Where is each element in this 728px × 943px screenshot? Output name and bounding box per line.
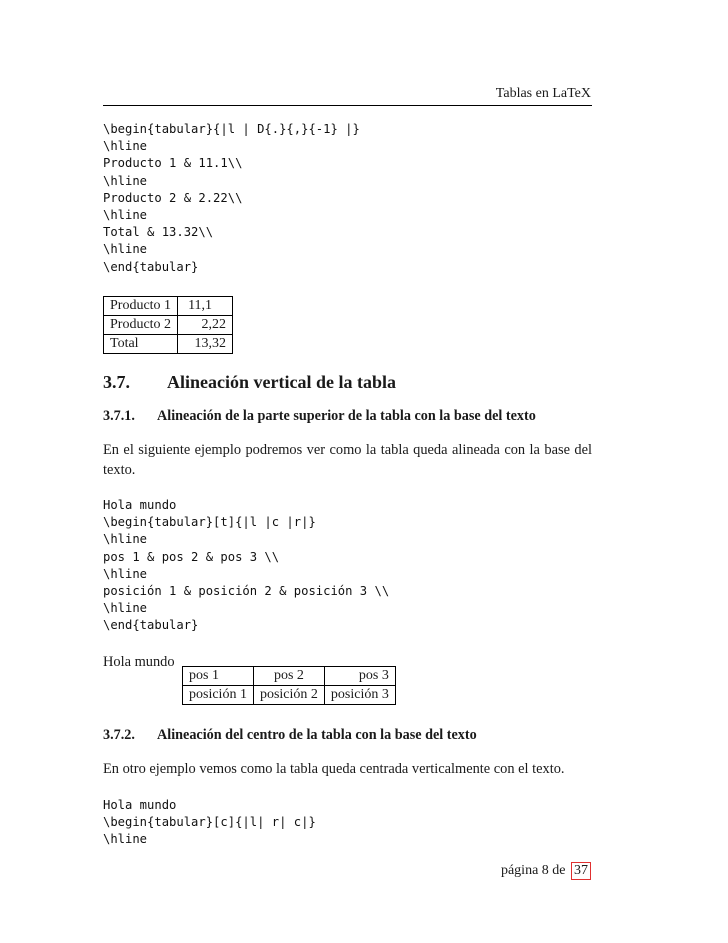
table-cell: Producto 2: [104, 316, 178, 335]
total-pages-link[interactable]: 37: [571, 862, 591, 880]
code-line: \hline: [103, 207, 148, 222]
paragraph-2: En otro ejemplo vemos como la tabla queda centrada verticalmente con el texto.: [103, 761, 565, 777]
table-cell: posición 2: [253, 686, 324, 705]
table-row: [104, 335, 233, 354]
example-lead-text: Hola mundo: [103, 654, 175, 670]
code-block-1: [103, 121, 360, 276]
code-line: \hline: [103, 139, 148, 154]
decimal-aligned-table: [103, 296, 233, 354]
code-line: \begin{tabular}[c]{|l| r| c|}: [103, 815, 316, 830]
code-line: \hline: [103, 242, 148, 257]
code-line: \end{tabular}: [103, 618, 199, 633]
top-aligned-table: [182, 666, 396, 705]
code-line: Hola mundo: [103, 498, 177, 512]
subsection-heading-1: [103, 408, 536, 425]
table-cell: 11,1: [178, 297, 233, 316]
table-cell: posición 3: [324, 686, 395, 705]
table-cell: 2,22: [178, 316, 233, 335]
code-block-3: [103, 797, 316, 849]
code-line: Producto 2 & 2.22\\: [103, 190, 243, 205]
code-line: \hline: [103, 566, 148, 581]
running-header: Tablas en LaTeX: [495, 86, 591, 101]
subsection-title: Alineación de la parte superior de la tabla con la base del texto: [157, 408, 536, 424]
code-line: \end{tabular}: [103, 259, 199, 274]
page-number-label: página 8 de: [500, 863, 566, 878]
section-heading: [103, 372, 396, 393]
table-row: [183, 686, 396, 705]
code-line: \hline: [103, 601, 148, 616]
code-line: Hola mundo: [103, 798, 177, 812]
code-line: \begin{tabular}[t]{|l |c |r|}: [103, 515, 316, 530]
table-cell: pos 1: [183, 667, 254, 686]
table-cell: pos 2: [253, 667, 324, 686]
table-cell: Total: [104, 335, 178, 354]
subsection-number: 3.7.1.: [103, 408, 135, 424]
table-row: [104, 297, 233, 316]
subsection-heading-2: [103, 727, 477, 744]
table-row: [183, 667, 396, 686]
subsection-number: 3.7.2.: [103, 727, 135, 743]
paragraph-1: En el siguiente ejemplo podremos ver como la tabla queda alineada con la base del texto.: [103, 442, 592, 478]
code-line: Total & 13.32\\: [103, 225, 214, 240]
table-row: [104, 316, 233, 335]
header-rule: [103, 105, 592, 106]
table-cell: Producto 1: [104, 297, 178, 316]
code-line: \hline: [103, 173, 148, 188]
code-line: \begin{tabular}{|l | D{.}{,}{-1} |}: [103, 122, 360, 136]
table-cell: pos 3: [324, 667, 395, 686]
section-title: Alineación vertical de la tabla: [167, 372, 396, 392]
page-footer: [501, 862, 591, 880]
code-line: \hline: [103, 832, 148, 847]
subsection-title: Alineación del centro de la tabla con la base del texto: [157, 727, 477, 743]
code-block-2: [103, 497, 389, 635]
code-line: \hline: [103, 532, 148, 547]
section-number: 3.7.: [103, 372, 130, 392]
table-cell: 13,32: [178, 335, 233, 354]
code-line: posición 1 & posición 2 & posición 3 \\: [103, 583, 390, 598]
code-line: Producto 1 & 11.1\\: [103, 156, 243, 171]
table-cell: posición 1: [183, 686, 254, 705]
code-line: pos 1 & pos 2 & pos 3 \\: [103, 549, 280, 564]
